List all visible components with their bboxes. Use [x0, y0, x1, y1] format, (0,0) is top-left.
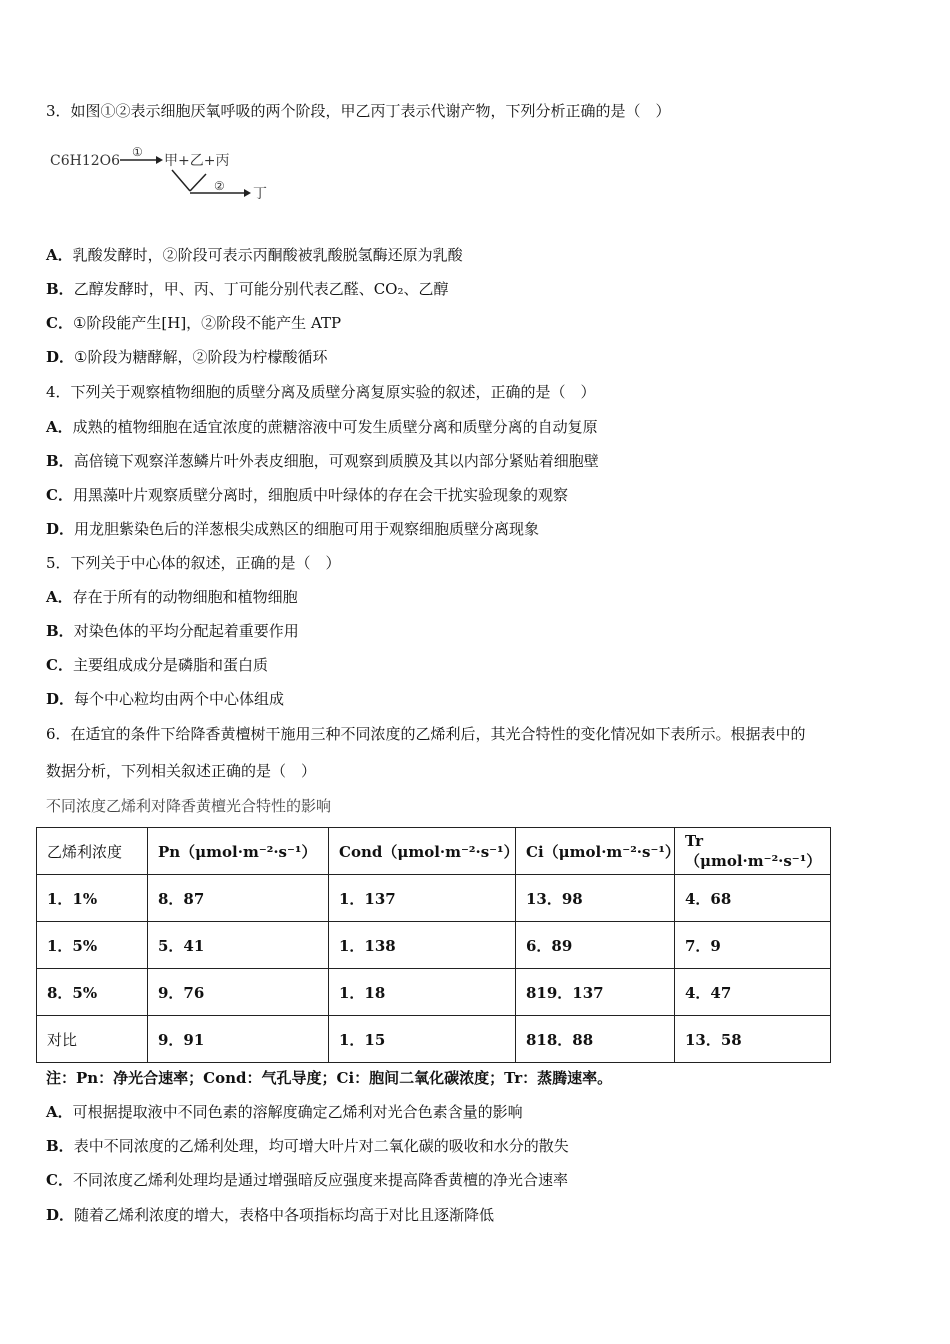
- diagram-branch-right: [190, 174, 206, 191]
- table-note: 注：Pn：净光合速率；Cond：气孔导度；Ci：胞间二氧化碳浓度；Tr：蒸腾速率。: [46, 1069, 613, 1087]
- table-cell: 9．91: [148, 1016, 329, 1063]
- table-row: [37, 922, 831, 969]
- table-cell: 6．89: [516, 922, 675, 969]
- q4-option-a: A．成熟的植物细胞在适宜浓度的蔗糖溶液中可发生质壁分离和质壁分离的自动复原: [46, 418, 598, 436]
- q5-option-d: D．每个中心粒均由两个中心体组成: [46, 690, 285, 708]
- q5-stem: 5．下列关于中心体的叙述，正确的是（ ）: [46, 554, 341, 572]
- q3-option-c: C．①阶段能产生[H]，②阶段不能产生 ATP: [46, 314, 342, 332]
- q5-option-c: C．主要组成成分是磷脂和蛋白质: [46, 656, 268, 674]
- table-cell: 5．41: [148, 922, 329, 969]
- table-cell: 8．87: [148, 875, 329, 922]
- table-row: [37, 1016, 831, 1063]
- q6-option-b: B．表中不同浓度的乙烯利处理，均可增大叶片对二氧化碳的吸收和水分的散失: [46, 1137, 569, 1155]
- table-cell: 13．58: [675, 1016, 831, 1063]
- diagram-arrowhead1: [156, 156, 163, 164]
- diagram-products1: 甲+乙+丙: [164, 153, 230, 169]
- diagram-product2: 丁: [253, 186, 267, 202]
- table-cell: 1．138: [329, 922, 516, 969]
- table-cell: 4．68: [675, 875, 831, 922]
- table-cell: 4．47: [675, 969, 831, 1016]
- diagram-step1: ①: [132, 145, 143, 159]
- q5-option-b: B．对染色体的平均分配起着重要作用: [46, 622, 299, 640]
- q3-option-b: B．乙醇发酵时，甲、丙、丁可能分别代表乙醛、CO₂、乙醇: [46, 280, 449, 298]
- diagram-step2: ②: [214, 179, 225, 193]
- q5-option-a: A．存在于所有的动物细胞和植物细胞: [46, 588, 298, 606]
- table-cell: 1．137: [329, 875, 516, 922]
- q6-option-d: D．随着乙烯利浓度的增大，表格中各项指标均高于对比且逐渐降低: [46, 1206, 495, 1224]
- table-header-cell: Ci（μmol·m⁻²·s⁻¹）: [516, 828, 675, 875]
- table-cell: 1．5%: [37, 922, 148, 969]
- table-cell: 7．9: [675, 922, 831, 969]
- diagram-branch-left: [172, 170, 190, 191]
- table-header-cell: 乙烯利浓度: [37, 828, 148, 875]
- q4-stem: 4．下列关于观察植物细胞的质壁分离及质壁分离复原实验的叙述，正确的是（ ）: [46, 383, 596, 401]
- q4-option-c: C．用黑藻叶片观察质壁分离时，细胞质中叶绿体的存在会干扰实验现象的观察: [46, 486, 568, 504]
- q6-option-a: A．可根据提取液中不同色素的溶解度确定乙烯利对光合色素含量的影响: [46, 1103, 523, 1121]
- diagram-arrowhead2: [244, 189, 251, 197]
- table-cell: 818．88: [516, 1016, 675, 1063]
- q3-stem: 3．如图①②表示细胞厌氧呼吸的两个阶段，甲乙丙丁表示代谢产物，下列分析正确的是（ ）: [46, 102, 671, 120]
- q4-option-b: B．高倍镜下观察洋葱鳞片叶外表皮细胞，可观察到质膜及其以内部分紧贴着细胞壁: [46, 452, 599, 470]
- table-cell: 8．5%: [37, 969, 148, 1016]
- table-cell: 1．1%: [37, 875, 148, 922]
- table-header-cell: Tr（μmol·m⁻²·s⁻¹）: [675, 828, 831, 875]
- table-cell: 1．18: [329, 969, 516, 1016]
- table-caption: 不同浓度乙烯利对降香黄檀光合特性的影响: [46, 797, 332, 815]
- q6-option-c: C．不同浓度乙烯利处理均是通过增强暗反应强度来提高降香黄檀的净光合速率: [46, 1171, 568, 1189]
- table-cell: 819．137: [516, 969, 675, 1016]
- table-header-cell: Cond（μmol·m⁻²·s⁻¹）: [329, 828, 516, 875]
- table-cell: 1．15: [329, 1016, 516, 1063]
- photosynthesis-table: [36, 827, 831, 1063]
- table-cell: 13．98: [516, 875, 675, 922]
- q3-option-a: A．乳酸发酵时，②阶段可表示丙酮酸被乳酸脱氢酶还原为乳酸: [46, 246, 463, 264]
- q6-stem-line2: 数据分析，下列相关叙述正确的是（ ）: [46, 762, 317, 780]
- reaction-diagram: [48, 144, 288, 206]
- table-cell: 9．76: [148, 969, 329, 1016]
- q3-option-d: D．①阶段为糖酵解，②阶段为柠檬酸循环: [46, 348, 328, 366]
- table-row: [37, 969, 831, 1016]
- q4-option-d: D．用龙胆紫染色后的洋葱根尖成熟区的细胞可用于观察细胞质壁分离现象: [46, 520, 540, 538]
- table-row: [37, 875, 831, 922]
- table-header-cell: Pn（μmol·m⁻²·s⁻¹）: [148, 828, 329, 875]
- diagram-substrate: C6H12O6: [50, 153, 121, 169]
- q6-stem-line1: 6．在适宜的条件下给降香黄檀树干施用三种不同浓度的乙烯利后，其光合特性的变化情况如下表所示。根据表中的: [46, 725, 806, 743]
- table-header-row: [37, 828, 831, 875]
- table-cell: 对比: [37, 1016, 148, 1063]
